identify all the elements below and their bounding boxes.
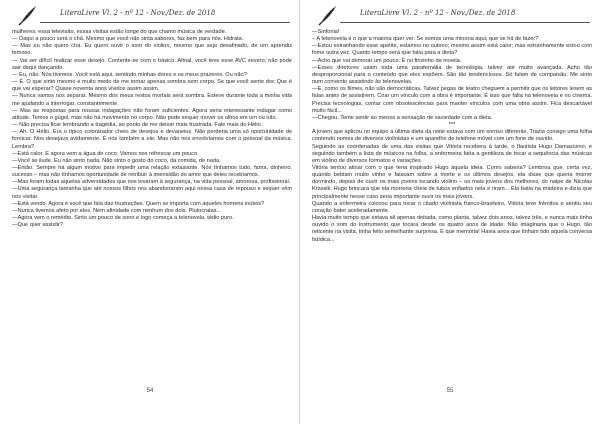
quill-pen-icon [18,4,38,26]
header-title: LiteraLivre Vl. 2 - nº 12 - Nov./Dez. de 2018 [360,9,516,17]
paragraph: Havia muito tempo que estava ali apenas deitada, como planta, talvez dois anos, talvez três, e nunca mais tinha ouvido o som do instrumento que tocara desde os quatro anos de idade. Não imaginaria que o Hugo, tão reticente na visita, tinha feito semelhante surpresa. E que memória! Havia anos que tinham tido aquela conversa fatídica... [312,215,592,243]
paragraph: — Mas eu não quero chá. Eu quero ouvir o som do violino, mesmo que seja desafinado, de um aprendiz temoso. [12,43,292,57]
paragraph: —Estou estranhando esse apetite, estamos no outono; mesmo assim está calor; mas estranhamente estou com fome outra vez. Quanto tempo será que falta para a dieta? [312,43,592,57]
left-page-body [12,29,292,229]
paragraph: mulheres, essa televisão, essas visitas estão longe do que chamo música de verdade. [12,29,227,35]
paragraph: —Mas foram todas aquelas adversidades que nos levaram à segurança, na vida pessoal, amorosa, profissional. [12,179,291,186]
paragraph: —Você se ilude. Eu não sinto nada. Não sinto o gosto do coco, da comida, de nada. [12,157,221,164]
header-rule [340,22,590,23]
paragraph: — Nunca vamos nos separar. Mesmo dos meus restos mortais será sombra. Esteve durante toda a minha vida me ajudando a interrogar, constantemente. [12,93,292,107]
paragraph: —Então. Sempre há algum motivo para impedir uma relação extasiante. Nós tínhamos tudo, fama, dinheiro, sucesso – mas não tínhamos oportunidade de retribuir à imensidão do amor que deles recebíamos. [12,164,292,179]
paragraph: —Esses diretores usam toda uma parafernália de tecnologia, talvez até muito avançada. Acho tão desproporcional para o conteúdo que eles expõem. São tão tendenciosos. Só falam de compaixão. Me sinto num convento assistindo às telenovelas. [312,64,592,86]
paragraph: — Eu, não. Nós tivemos. Você está aqui, sentindo minhas dores e os meus prazeres. Ou não? [12,71,247,78]
paragraph: — Não precisa ficar lembrando a tragédia, ao ponto de me deixar mais frustrada. Fale mais do Hélio. [12,122,263,129]
paragraph: Vitória tentou atinar com o que teria inspirado Hugo àquela ideia. Como saberia? Lembrou que, certa vez, quando bebiam muito vinho e falavam sobre a morte e os últimos desejos, ela disse que queria morrer dormindo, depois de ouvir os mais jovens tocando violino – os mais jovens dos melhores, do naipe de Nicolas Krassik. Hugo brincara que ela morreria cheia de tubos enfiados nela e riram... Ela batia na madeira e dizia que principalmente nesse caso seria importante ouvir os mais jovens. [312,164,592,200]
paragraph: — Ah. O Hélio. Era o típico colonizador cheio de desejos e devaneios. Não perderia uma só oportunidade de fornicar. Nos desejava avidamente. É nós também a ele. Mas não nos envolvíamos com o pessoal da música. Lembra? [12,129,292,150]
paragraph: — Daqui a pouco será o chá. Mesmo que você não sinta sabores, faz bem para nós. Hidrata. [12,36,244,43]
paragraph: Seguindo as coordenadas de uma das visitas que Vitória recebera à tarde, o flautista Hugo Damasceno, e seguindo também a lista de músicos na folha, a enfermeira faria a gentileza de tocar a sequência das músicas em violino de diversos formatos e variações. [312,143,592,164]
paragraph: —Acho que vai demorar um pouco. É no finzinho da novela. [312,57,462,64]
paragraph: A jovem que aplicou no equipo a última dieta da noite estava com um sorriso diferente. Trazia consigo uma folha contendo nomes de diversos violinistas e um aparelho de telefone móvel com um fone de ouvido. [312,129,592,143]
paragraph: —Que quer assistir? [12,222,63,229]
paragraph: —Agora vem o remédio. Sinto um pouco de sono e logo começa a telenovela, tédio puro. [12,215,234,222]
page-number: 54 [146,388,154,394]
right-page [300,0,600,424]
paragraph: —E, como os filmes, não são democráticas. Talvez pegas de teatro cheguem a permitir que os leitores lesem as falas antes de assistirem. Criar um vínculo com a obra é importante. É isso que falta na telenovela e no cinema. Precisa tecnologias, contar com obsolescências para manter vínculos com uma obra assim. Fica descartável muito fácil... [312,86,592,114]
quill-pen-icon [318,4,338,26]
paragraph: —Está vendo. Agora é você que fala das frustrações. Quem se importa com aqueles homens inúteis? [12,200,265,207]
paragraph: —Nunca tivemos afeto por eles. Nem afinidade com nenhum dos dois. Plutocratas... [12,207,222,214]
paragraph: —Está calor. E agora vem a água de coco. Vamos nos refrescar um pouco. [12,150,199,157]
paragraph: —Sinfonia! [312,29,340,35]
left-page-header [18,4,290,26]
paragraph: – A telenovela é o que a maioria quer ver. Se somos uma minoria aqui, que se há de fazer? [312,36,539,43]
right-page-header [318,4,590,26]
paragraph: Quando a enfermeira colocou para tocar o citado violinista franco-brasileiro, Vitória teve frêmitos e sentiu seu coração bater aceleradamente. [312,200,592,214]
page-number: 55 [446,388,454,394]
paragraph: — Mas as respostas para nossas indagações não foram suficientes. Agora seria interessante indagar como atitude. Temos o gúgol, mas não há movimento no corpo. Não pode sequer mover os olhos em um ou não. [12,107,292,121]
paragraph: — Vai ser difícil realizar esse desejo. Contente-se com o básico. Afinal, você teve esse AVC severo, não pode sair daqui dançando. [12,57,292,71]
section-separator: *** [448,122,456,129]
header-title: LiteraLivre Vl. 2 - nº 12 - Nov./Dez. de 2018 [60,9,216,17]
right-page-body [312,29,592,244]
paragraph: — É. O que sinto mesmo é muito medo de me tornar apenas sombra sem corpo. Se que você sente doc Que é que vai esperar? Quase noventa anos vividos assim assim. [12,79,292,93]
header-rule [40,22,290,23]
paragraph: —Uma segurança tamanha que até nossos filhos nos abandonaram aqui nessa casa de repouso e sequer vêm nos visitar. [12,186,292,200]
paragraph: —Chegou. Tente sentir ao menos a sensação de saciedade com a dieta. [312,114,493,121]
